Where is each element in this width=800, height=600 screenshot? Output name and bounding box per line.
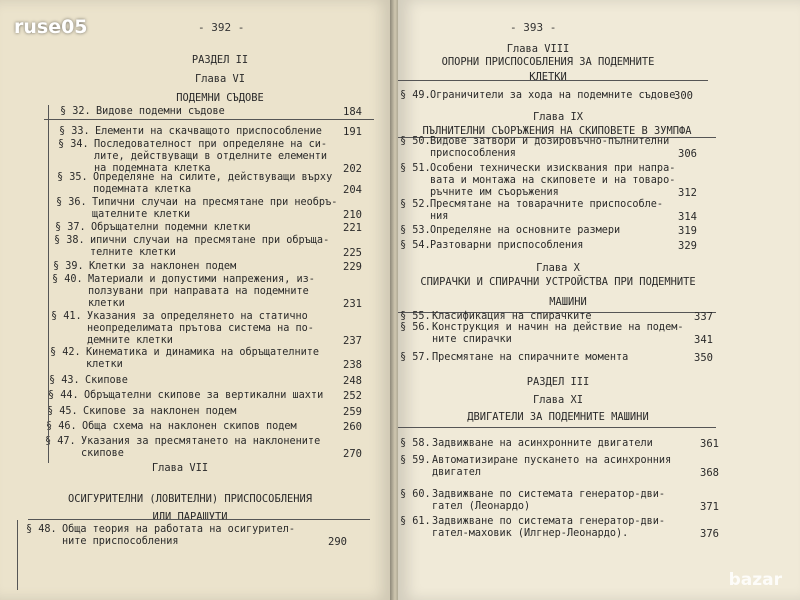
toc-page-number: 231 [343, 298, 362, 310]
toc-entry-title: двигател [432, 467, 482, 478]
toc-entry-title: ните спирачки [432, 334, 512, 345]
toc-entry-title: Ограничители за хода на подемните съдове [430, 90, 676, 101]
toc-page-number: 337 [694, 311, 713, 323]
toc-section-number: § 55. [400, 311, 431, 322]
toc-page-number: 225 [343, 247, 362, 259]
toc-entry-title: ните приспособления [62, 536, 179, 547]
toc-entry-title: Скипове за наклонен подем [83, 406, 237, 417]
chapter-6-heading: Глава VI [194, 73, 246, 85]
chapter-10-heading: Глава X [536, 262, 580, 274]
toc-section-number: § 36. [56, 197, 87, 208]
toc-entry-title: Пресмятане на товарачните приспособле- [430, 199, 664, 210]
chapter-10-title-line2: МАШИНИ [549, 296, 587, 308]
chapter-7-title-line2: ИЛИ ПАРАШУТИ [152, 511, 228, 523]
toc-entry-title: Автоматизиране пускането на асинхронния [432, 455, 672, 466]
toc-entry-title: Задвижване по системата генератор-дви- [432, 489, 666, 500]
toc-page-number: 270 [343, 448, 362, 460]
toc-section-number: § 61. [400, 516, 431, 527]
toc-entry-title: Материали и допустими напрежения, из- [88, 274, 315, 285]
toc-page-number: 361 [700, 438, 719, 450]
toc-entry-title: Обръщателни скипове за вертикални шахти [84, 390, 324, 401]
right-page-number: - 393 - [510, 21, 557, 34]
part-heading-2: РАЗДЕЛ II [191, 54, 249, 66]
toc-section-number: § 43. [49, 375, 80, 386]
toc-section-number: § 57. [400, 352, 431, 363]
toc-section-number: § 58. [400, 438, 431, 449]
toc-page-number: 237 [343, 335, 362, 347]
toc-section-number: § 60. [400, 489, 431, 500]
toc-entry-title: Елементи на скачващото приспособление [95, 126, 322, 137]
toc-page-number: 248 [343, 375, 362, 387]
toc-section-number: § 52. [400, 199, 431, 210]
toc-entry-title: Задвижване по системата генератор-дви- [432, 516, 666, 527]
toc-page-number: 314 [678, 211, 697, 223]
toc-entry-title: Клетки за наклонен подем [89, 261, 237, 272]
toc-entry-title: клетки [88, 298, 125, 309]
toc-page-number: 319 [678, 225, 697, 237]
toc-page-number: 210 [343, 209, 362, 221]
toc-page-number: 290 [328, 536, 347, 548]
toc-page-number: 312 [678, 187, 697, 199]
toc-entry-title: Указания за определянето на статично [87, 311, 308, 322]
toc-entry-title: ръчните им съоръжения [430, 187, 559, 198]
toc-rule-2 [28, 519, 370, 520]
toc-page-number: 329 [678, 240, 697, 252]
toc-entry-title: Определяне на силите, действуващи върху [93, 172, 333, 183]
toc-page-number: 252 [343, 390, 362, 402]
chapter-11-title: ДВИГАТЕЛИ ЗА ПОДЕМНИТЕ МАШИНИ [467, 411, 649, 423]
toc-page-number: 306 [678, 148, 697, 160]
toc-section-number: § 56. [400, 322, 431, 333]
toc-page-number: 204 [343, 184, 362, 196]
toc-entry-title: телните клетки [90, 247, 176, 258]
toc-entry-title: ползувани при направата на подемните [88, 286, 309, 297]
toc-entry-title: Типични случаи на пресмятане при необръ- [92, 197, 338, 208]
toc-page-number: 371 [700, 501, 719, 513]
toc-section-number: § 47. [45, 436, 76, 447]
toc-margin-rule [17, 520, 18, 590]
toc-section-number: § 39. [53, 261, 84, 272]
toc-entry-title: Указания за пресмятането на наклонените [81, 436, 321, 447]
toc-entry-title: Задвижване на асинхронните двигатели [432, 438, 653, 449]
toc-page-number: 350 [694, 352, 713, 364]
toc-section-number: § 48. [26, 524, 57, 535]
toc-entry-title: вата и монтажа на скиповете и на товаро- [430, 175, 676, 186]
toc-entry-title: Видове затвори и дозировъчно-пълнителни [430, 136, 670, 147]
toc-entry-title: Пресмятане на спирачните момента [432, 352, 629, 363]
toc-section-number: § 45. [47, 406, 78, 417]
toc-entry-title: неопределимата прътова система на по- [87, 323, 314, 334]
toc-entry-title: Скипове [85, 375, 128, 386]
toc-entry-title: Обща теория на работата на осигурител- [62, 524, 296, 535]
toc-entry-title: Последователност при определяне на си- [94, 139, 328, 150]
toc-page-number: 368 [700, 467, 719, 479]
toc-entry-title: ипични случаи на пресмятане при обръща- [90, 235, 330, 246]
toc-entry-title: скипове [81, 448, 124, 459]
chapter-8-title-line1: ОПОРНИ ПРИСПОСОБЛЕНИЯ ЗА ПОДЕМНИТЕ [441, 56, 655, 68]
chapter-9-heading: Глава IX [532, 111, 584, 123]
toc-entry-title: Определяне на основните размери [430, 225, 621, 236]
toc-entry-title: Конструкция и начин на действие на подем- [432, 322, 684, 333]
toc-entry-title: приспособления [430, 148, 516, 159]
toc-page-number: 300 [674, 90, 693, 102]
chapter-8-title-line2: КЛЕТКИ [529, 71, 567, 83]
toc-section-number: § 53. [400, 225, 431, 236]
toc-section-number: § 38. [54, 235, 85, 246]
chapter-6-title: ПОДЕМНИ СЪДОВЕ [176, 92, 264, 104]
toc-section-number: § 37. [55, 222, 86, 233]
toc-entry-title: демните клетки [87, 335, 173, 346]
chapter-7-heading: Глава VII [151, 462, 209, 474]
chapter-11-heading: Глава XI [532, 394, 584, 406]
toc-entry-title: подемната клетка [93, 184, 192, 195]
right-page [398, 0, 800, 600]
toc-margin-rule [48, 105, 49, 463]
toc-entry-title: лите, действуващи в отделните елементи [94, 151, 328, 162]
toc-section-number: § 50. [400, 136, 431, 147]
toc-rule-8 [398, 80, 708, 81]
left-page-number: - 392 - [198, 21, 245, 34]
toc-section-number: § 33. [59, 126, 90, 137]
toc-entry-title: Видове подемни съдове [96, 106, 225, 117]
chapter-9-title: ПЪЛНИТЕЛНИ СЪОРЪЖЕНИЯ НА СКИПОВЕТЕ В ЗУМПФА [422, 125, 692, 137]
toc-page-number: 260 [343, 421, 362, 433]
toc-entry-title: щателните клетки [92, 209, 191, 220]
toc-page-number: 191 [343, 126, 362, 138]
chapter-10-title-line1: СПИРАЧКИ И СПИРАЧНИ УСТРОЙСТВА ПРИ ПОДЕМНИТЕ [420, 276, 696, 288]
toc-entry-title: клетки [86, 359, 123, 370]
toc-page-number: 376 [700, 528, 719, 540]
toc-entry-title: гател-маховик (Илгнер-Леонардо). [432, 528, 629, 539]
toc-section-number: § 40. [52, 274, 83, 285]
toc-entry-title: Разтоварни приспособления [430, 240, 584, 251]
toc-entry-title: Кинематика и динамика на обръщателните [86, 347, 320, 358]
toc-page-number: 259 [343, 406, 362, 418]
toc-section-number: § 32. [60, 106, 91, 117]
toc-section-number: § 34. [58, 139, 89, 150]
toc-section-number: § 35. [57, 172, 88, 183]
toc-entry-title: Обща схема на наклонен скипов подем [82, 421, 297, 432]
toc-entry-title: Обръщателни подемни клетки [91, 222, 251, 233]
toc-section-number: § 42. [50, 347, 81, 358]
toc-section-number: § 54. [400, 240, 431, 251]
toc-page-number: 221 [343, 222, 362, 234]
toc-page-number: 238 [343, 359, 362, 371]
toc-entry-title: гател (Леонардо) [432, 501, 531, 512]
toc-section-number: § 46. [46, 421, 77, 432]
toc-rule [44, 119, 374, 120]
toc-rule-11 [398, 427, 716, 428]
chapter-8-heading: Глава VIII [506, 43, 570, 55]
site-logo: bazar [728, 570, 782, 590]
toc-page-number: 229 [343, 261, 362, 273]
toc-section-number: § 49. [400, 90, 431, 101]
toc-entry-title: на подемната клетка [94, 163, 211, 174]
watermark-text: ruse05 [14, 16, 88, 38]
toc-section-number: § 41. [51, 311, 82, 322]
toc-page-number: 184 [343, 106, 362, 118]
toc-entry-title: Особени технически изисквания при напра- [430, 163, 676, 174]
toc-section-number: § 44. [48, 390, 79, 401]
toc-section-number: § 59. [400, 455, 431, 466]
toc-entry-title: Класификация на спирачките [432, 311, 592, 322]
toc-page-number: 202 [343, 163, 362, 175]
chapter-7-title-line1: ОСИГУРИТЕЛНИ (ЛОВИТЕЛНИ) ПРИСПОСОБЛЕНИЯ [68, 493, 312, 505]
left-page [0, 0, 392, 600]
toc-entry-title: ния [430, 211, 449, 222]
toc-section-number: § 51. [400, 163, 431, 174]
toc-page-number: 341 [694, 334, 713, 346]
part-heading-3: РАЗДЕЛ III [526, 376, 590, 388]
